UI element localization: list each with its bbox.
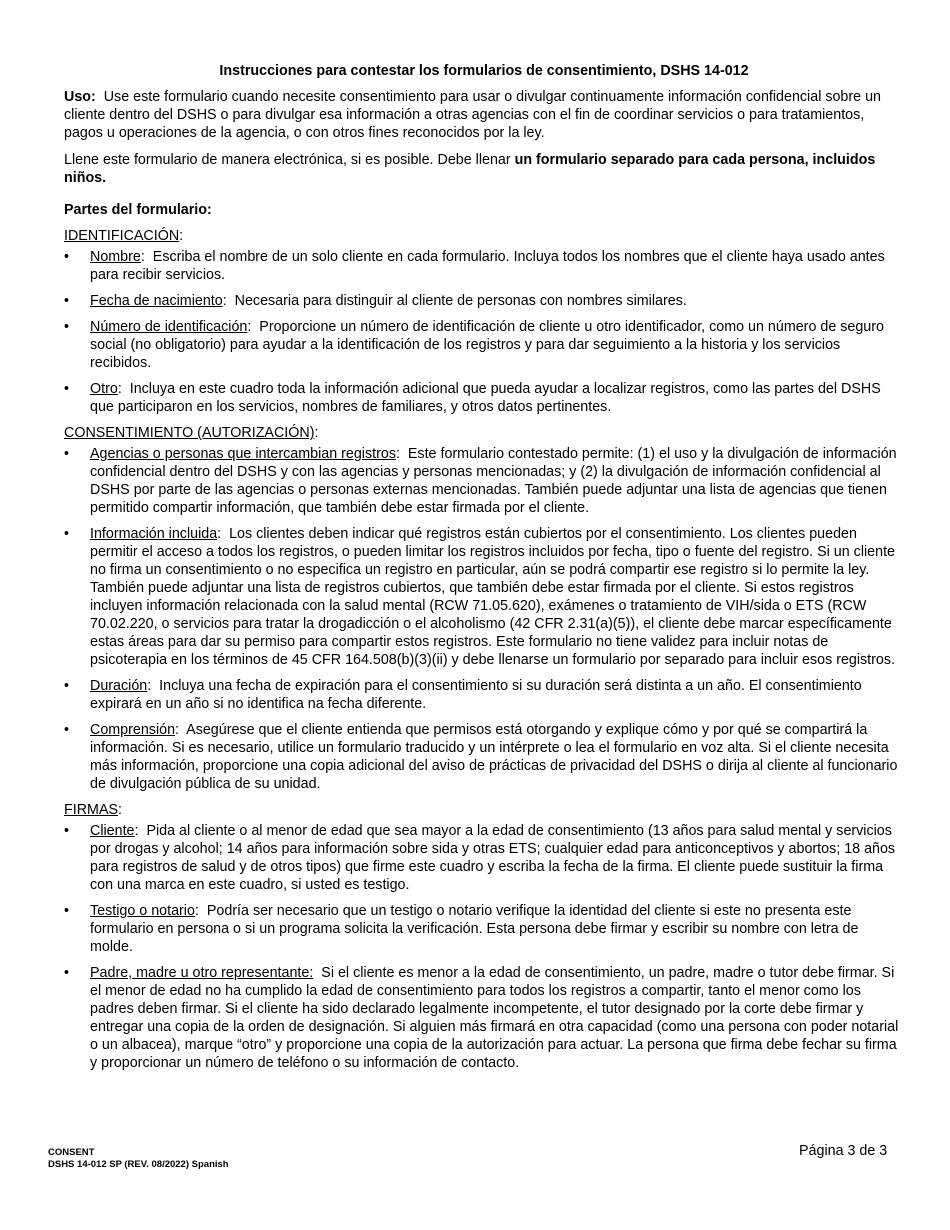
list-item: • Otro: Incluya en este cuadro toda la información adicional que pueda ayudar a localizar registros, como las partes del DSHS que participaron en los servicios, nombres de familiares, y otros datos pertinentes. <box>64 381 881 415</box>
item-term: Testigo o notario <box>90 903 195 919</box>
uso-label: Uso: <box>64 89 96 105</box>
list-item: • Duración: Incluya una fecha de expiración para el consentimiento si su duración será distinta a un año. El consentimiento expirará en un año si no identifica na fecha diferente. <box>64 678 862 712</box>
document-body <box>64 62 904 1080</box>
item-text: Si el cliente es menor a la edad de consentimiento, un padre, madre o tutor debe firmar. Si el menor de edad no ha cumplido la edad de consentimiento para todos los registros a compartir, tanto el menor como los padres deben firmar. Si el cliente ha sido declarado legalmente incompetente, el tutor designado por la corte debe firmar y entregar una copia de la orden de designación. Si alguien más firmará en otra capacidad (como una persona con poder notarial o un albacea), marque “otro” y proporcione una copia de la autorización para actuar. La persona que firma debe fechar su firma y proporcionar un número de teléfono o su información de contacto. <box>90 965 899 1071</box>
item-text: Escriba el nombre de un solo cliente en cada formulario. Incluya todos los nombres que el cliente haya usado antes para recibir servicios. <box>90 249 885 283</box>
item-text: Podría ser necesario que un testigo o notario verifique la identidad del cliente si este no presenta este formulario en persona o si un programa solicita la verificación. Esta persona debe firmar y escribir su nombre con letra de molde. <box>90 903 859 955</box>
bullet-list <box>64 445 904 793</box>
section-heading: FIRMAS: <box>64 802 122 818</box>
item-text: Los clientes deben indicar qué registros están cubiertos por el consentimiento. Los clientes pueden permitir el acceso a todos los registros, o pueden limitar los registros incluidos por fecha, tipo o fuente del registro. Si un cliente no firma un consentimiento o no especifica un registro en particular, aún se podrá compartir ese registro si lo permite la ley. También puede adjuntar una lista de registros cubiertos, que también debe estar firmada por el cliente. Si estos registros incluyen información relacionada con la salud mental (RCW 71.05.620), exámenes o tratamiento de VIH/sida o ETS (RCW 70.02.220, o servicios para tratar la drogadicción o el alcoholismo (42 CFR 2.31(a)(5)), el cliente debe marcar específicamente estas áreas para dar su permiso para compartir estos registros. Este formulario no tiene validez para incluir notas de psicoterapia en los términos de 45 CFR 164.508(b)(3)(ii) y debe llenarse un formulario por separado para incluir esos registros. <box>90 526 896 668</box>
list-item: • Fecha de nacimiento: Necesaria para distinguir al cliente de personas con nombres similares. <box>64 293 687 309</box>
section <box>64 227 904 416</box>
footer-page-number: Página 3 de 3 <box>799 1143 888 1159</box>
item-text: Asegúrese que el cliente entienda que permisos está otorgando y explique cómo y por qué se compartirá la información. Si es necesario, utilice un formulario traducido y un intérprete o lea el formulario en voz alta. Si el cliente necesita más información, proporcione una copia adicional del aviso de prácticas de privacidad del DSHS o dirija al cliente al funcionario de divulgación pública de su unidad. <box>90 722 898 792</box>
section-heading-label: IDENTIFICACIÓN <box>64 228 180 244</box>
llene-bold: un formulario separado para cada persona, incluidos niños. <box>64 152 876 186</box>
item-text: Proporcione un número de identificación de cliente u otro identificador, como un número de seguro social (no obligatorio) para ayudar a la identificación de los registros y para dar seguimiento a la historia y los servicios recibidos. <box>90 319 884 371</box>
item-term: Nombre <box>90 249 141 265</box>
footer-form-id: DSHS 14-012 SP (REV. 08/2022) Spanish <box>48 1159 229 1170</box>
section-heading: CONSENTIMIENTO (AUTORIZACIÓN): <box>64 425 319 441</box>
bullet-icon: • <box>64 381 70 397</box>
uso-text: Use este formulario cuando necesite consentimiento para usar o divulgar continuamente información confidencial sobre un cliente dentro del DSHS o para divulgar esa información a otras agencias con el fin de coordinar servicios o para tratamientos, pagos u operaciones de la agencia, o con otros fines reconocidos por la ley. <box>64 89 881 141</box>
llene-text: Llene este formulario de manera electrónica, si es posible. Debe llenar <box>64 152 511 168</box>
page-title: Instrucciones para contestar los formularios de consentimiento, DSHS 14-012 <box>219 63 749 79</box>
section-heading-label: CONSENTIMIENTO (AUTORIZACIÓN) <box>64 425 315 441</box>
section-heading: IDENTIFICACIÓN: <box>64 228 184 244</box>
section <box>64 801 904 1072</box>
list-item: • Nombre: Escriba el nombre de un solo cliente en cada formulario. Incluya todos los nombres que el cliente haya usado antes para recibir servicios. <box>64 249 885 283</box>
item-text: Incluya en este cuadro toda la información adicional que pueda ayudar a localizar registros, como las partes del DSHS que participaron en los servicios, nombres de familiares, y otros datos pertinentes. <box>90 381 881 415</box>
list-item: • Agencias o personas que intercambian registros: Este formulario contestado permite: (1) el uso y la divulgación de información confidencial dentro del DSHS y con las agencias y personas mencionadas; y (2) la divulgación de información confidencial al DSHS por parte de las agencias o personas externas mencionadas. También puede adjuntar una lista de agencias que tienen permitido compartir información, que también debe estar firmada por el cliente. <box>64 446 897 516</box>
llene-paragraph <box>64 151 904 187</box>
section-heading-label: FIRMAS <box>64 802 119 818</box>
item-text: Incluya una fecha de expiración para el consentimiento si su duración será distinta a un año. El consentimiento expirará en un año si no identifica na fecha diferente. <box>90 678 862 712</box>
list-item <box>64 964 904 1072</box>
uso-paragraph <box>64 88 904 142</box>
bullet-icon: • <box>64 678 70 694</box>
section <box>64 424 904 793</box>
bullet-icon: • <box>64 293 70 309</box>
bullet-icon: • <box>64 965 70 981</box>
item-term: Cliente <box>90 823 135 839</box>
bullet-icon: • <box>64 722 70 738</box>
item-term: Número de identificación <box>90 319 248 335</box>
list-item: • Número de identificación: Proporcione un número de identificación de cliente u otro identificador, como un número de seguro social (no obligatorio) para ayudar a la identificación de los registros y para dar seguimiento a la historia y los servicios recibidos. <box>64 319 884 371</box>
item-term: Otro <box>90 381 118 397</box>
item-term: Padre, madre u otro representante: <box>90 965 314 981</box>
bullet-list <box>64 822 904 1072</box>
list-item: • Comprensión: Asegúrese que el cliente entienda que permisos está otorgando y explique cómo y por qué se compartirá la información. Si es necesario, utilice un formulario traducido y un intérprete o lea el formulario en voz alta. Si el cliente necesita más información, proporcione una copia adicional del aviso de prácticas de privacidad del DSHS o dirija al cliente al funcionario de divulgación pública de su unidad. <box>64 722 898 792</box>
item-text: Necesaria para distinguir al cliente de personas con nombres similares. <box>234 293 687 309</box>
item-text: Este formulario contestado permite: (1) el uso y la divulgación de información confidencial dentro del DSHS y con las agencias y personas mencionadas; y (2) la divulgación de información confidencial al DSHS por parte de las agencias o personas externas mencionadas. También puede adjuntar una lista de agencias que tienen permitido compartir información, que también debe estar firmada por el cliente. <box>90 446 897 516</box>
item-term: Información incluida <box>90 526 218 542</box>
partes-heading: Partes del formulario: <box>64 202 212 218</box>
bullet-icon: • <box>64 249 70 265</box>
sections-container <box>64 227 904 1072</box>
footer-form-name: CONSENT <box>48 1147 95 1158</box>
bullet-icon: • <box>64 903 70 919</box>
list-item: • Testigo o notario: Podría ser necesario que un testigo o notario verifique la identidad del cliente si este no presenta este formulario en persona o si un programa solicita la verificación. Esta persona debe firmar y escribir su nombre con letra de molde. <box>64 903 859 955</box>
list-item: • Información incluida: Los clientes deben indicar qué registros están cubiertos por el consentimiento. Los clientes pueden permitir el acceso a todos los registros, o pueden limitar los registros incluidos por fecha, tipo o fuente del registro. Si un cliente no firma un consentimiento o no especifica un registro en particular, aún se podrá compartir ese registro si lo permite la ley. También puede adjuntar una lista de registros cubiertos, que también debe estar firmada por el cliente. Si estos registros incluyen información relacionada con la salud mental (RCW 71.05.620), exámenes o tratamiento de VIH/sida o ETS (RCW 70.02.220, o servicios para tratar la drogadicción o el alcoholismo (42 CFR 2.31(a)(5)), el cliente debe marcar específicamente estas áreas para dar su permiso para compartir estos registros. Este formulario no tiene validez para incluir notas de psicoterapia en los términos de 45 CFR 164.508(b)(3)(ii) y debe llenarse un formulario por separado para incluir esos registros. <box>64 526 896 668</box>
list-item: • Cliente: Pida al cliente o al menor de edad que sea mayor a la edad de consentimiento (13 años para salud mental y servicios por drogas y alcohol; 14 años para información sobre sida y otras ETS; cualquier edad para anticonceptivos y abortos; 18 años para registros de salud y de otros tipos) que firme este cuadro y escriba la fecha de la firma. El cliente puede sustituir la firma con una marca en este cuadro, si usted es testigo. <box>64 823 896 893</box>
item-term: Comprensión <box>90 722 176 738</box>
item-term: Agencias o personas que intercambian registros <box>90 446 396 462</box>
bullet-icon: • <box>64 319 70 335</box>
footer-form-info <box>48 1147 229 1171</box>
bullet-icon: • <box>64 526 70 542</box>
bullet-icon: • <box>64 446 70 462</box>
bullet-icon: • <box>64 823 70 839</box>
item-term: Duración <box>90 678 148 694</box>
item-term: Fecha de nacimiento <box>90 293 223 309</box>
item-text: Pida al cliente o al menor de edad que sea mayor a la edad de consentimiento (13 años para salud mental y servicios por drogas y alcohol; 14 años para información sobre sida y otras ETS; cualquier edad para anticonceptivos y abortos; 18 años para registros de salud y de otros tipos) que firme este cuadro y escriba la fecha de la firma. El cliente puede sustituir la firma con una marca en este cuadro, si usted es testigo. <box>90 823 896 893</box>
bullet-list <box>64 248 904 416</box>
